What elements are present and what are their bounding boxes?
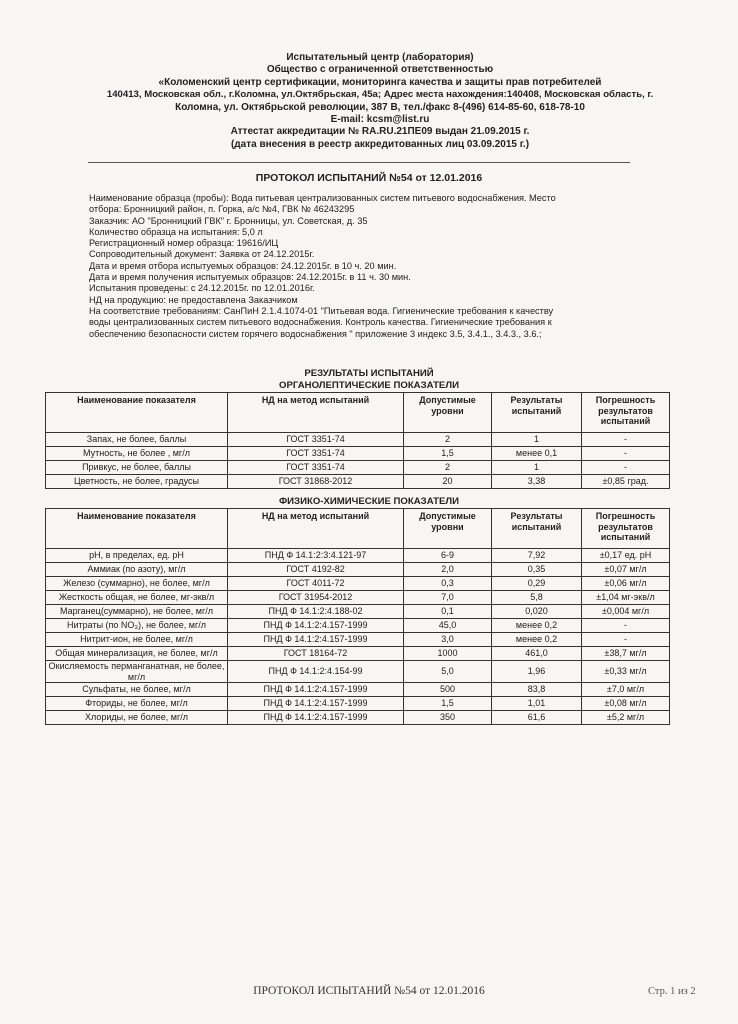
cell-result: менее 0,2 [492,633,582,647]
cell-error: - [582,461,670,475]
info-line: воды централизованных систем питьевого водоснабжения. Контроль качества. Гигиенические требования к [89,317,552,328]
col-header-method: НД на метод испытаний [228,509,404,549]
cell-error: ±5,2 мг/л [582,711,670,725]
table-row [46,633,670,647]
cell-method: ПНД Ф 14.1:2:4.157-1999 [228,633,404,647]
cell-method: ГОСТ 4011-72 [228,577,404,591]
cell-error: ±0,33 мг/л [582,661,670,683]
cell-method: ПНД Ф 14.1:2:4.157-1999 [228,683,404,697]
table-row [46,549,670,563]
cell-error: ±0,07 мг/л [582,563,670,577]
col-header-error: Погрешность результатов испытаний [582,393,670,433]
cell-method: ГОСТ 3351-74 [228,447,404,461]
cell-indicator-name: Привкус, не более, баллы [46,461,228,475]
physchem-table [45,508,670,725]
table-row [46,605,670,619]
cell-allowed-level: 0,3 [404,577,492,591]
cell-result: 5,8 [492,591,582,605]
cell-result: 1 [492,433,582,447]
cell-method: ГОСТ 31954-2012 [228,591,404,605]
cell-allowed-level: 500 [404,683,492,697]
cell-allowed-level: 2 [404,433,492,447]
cell-indicator-name: Фториды, не более, мг/л [46,697,228,711]
cell-indicator-name: Аммиак (по азоту), мг/л [46,563,228,577]
table-row [46,447,670,461]
cell-indicator-name: Марганец(суммарно), не более, мг/л [46,605,228,619]
page-number: Стр. 1 из 2 [648,986,696,997]
cell-error: ±1,04 мг-экв/л [582,591,670,605]
cell-method: ГОСТ 3351-74 [228,433,404,447]
col-header-name: Наименование показателя [46,509,228,549]
cell-error: ±7,0 мг/л [582,683,670,697]
cell-method: ПНД Ф 14.1:2:4.157-1999 [228,711,404,725]
table-header-row [46,393,670,433]
cell-allowed-level: 45,0 [404,619,492,633]
cell-result: 461,0 [492,647,582,661]
cell-result: 1 [492,461,582,475]
cell-allowed-level: 5,0 [404,661,492,683]
cell-method: ГОСТ 3351-74 [228,461,404,475]
cell-result: 7,92 [492,549,582,563]
info-line: Сопроводительный документ: Заявка от 24.12.2015г. [89,249,315,260]
info-line: Заказчик: АО "Бронницкий ГВК" г. Бронницы, ул. Советская, д. 35 [89,215,368,226]
cell-method: ГОСТ 18164-72 [228,647,404,661]
cell-result: 0,29 [492,577,582,591]
lab-header [60,52,700,151]
info-line: обеспечению безопасности систем горячего водоснабжения " приложение 3 индекс 3.5, 3.4.1., 3.4.3., 3.6.; [89,328,542,339]
table-row [46,577,670,591]
cell-method: ПНД Ф 14.1:2:3:4.121-97 [228,549,404,563]
header-line: Общество с ограниченной ответственностью [266,64,494,76]
cell-error: ±0,004 мг/л [582,605,670,619]
cell-error: - [582,633,670,647]
cell-indicator-name: Сульфаты, не более, мг/л [46,683,228,697]
header-line: 140413, Московская обл., г.Коломна, ул.Октябрьская, 45а; Адрес места нахождения:140408, Московская область, г. [106,89,654,101]
table-row [46,475,670,489]
info-line: Количество образца на испытания: 5,0 л [89,226,263,237]
header-line: «Коломенский центр сертификации, мониторинга качества и защиты прав потребителей [158,76,602,88]
cell-indicator-name: Общая минерализация, не более, мг/л [46,647,228,661]
cell-result: 0,020 [492,605,582,619]
cell-allowed-level: 1,5 [404,447,492,461]
table-row [46,697,670,711]
header-line: Коломна, ул. Октябрьской революции, 387 В, тел./факс 8-(496) 614-85-60, 618-78-10 [175,101,585,113]
cell-allowed-level: 3,0 [404,633,492,647]
table-row [46,683,670,697]
info-line: На соответствие требованиям: СанПиН 2.1.4.1074-01 "Питьевая вода. Гигиенические требования к качеству [89,305,554,316]
footer-title: ПРОТОКОЛ ИСПЫТАНИЙ №54 от 12.01.2016 [253,985,485,997]
table-row [46,433,670,447]
table-row [46,711,670,725]
cell-result: менее 0,2 [492,619,582,633]
col-header-allowed: Допустимые уровни [404,509,492,549]
col-header-allowed: Допустимые уровни [404,393,492,433]
cell-result: 0,35 [492,563,582,577]
info-line: Испытания проведены: с 24.12.2015г. по 12.01.2016г. [89,283,315,294]
info-line: Регистрационный номер образца: 19616/ИЦ [89,238,279,249]
info-line: Дата и время отбора испытуемых образцов: 24.12.2015г. в 10 ч. 20 мин. [89,260,397,271]
cell-allowed-level: 6-9 [404,549,492,563]
cell-allowed-level: 1,5 [404,697,492,711]
results-title: РЕЗУЛЬТАТЫ ИСПЫТАНИЙ [304,368,434,379]
cell-method: ПНД Ф 14.1:2:4.157-1999 [228,697,404,711]
cell-method: ПНД Ф 14.1:2:4.157-1999 [228,619,404,633]
cell-result: 61,6 [492,711,582,725]
cell-indicator-name: Запах, не более, баллы [46,433,228,447]
cell-error: ±0,08 мг/л [582,697,670,711]
cell-allowed-level: 7,0 [404,591,492,605]
organoleptic-rows [46,433,670,489]
col-header-result: Результаты испытаний [492,509,582,549]
cell-error: ±0,17 ед. рН [582,549,670,563]
cell-error: ±0,06 мг/л [582,577,670,591]
col-header-name: Наименование показателя [46,393,228,433]
cell-method: ГОСТ 4192-82 [228,563,404,577]
cell-error: - [582,447,670,461]
col-header-error: Погрешность результатов испытаний [582,509,670,549]
cell-indicator-name: Нитрит-ион, не более, мг/л [46,633,228,647]
col-header-method: НД на метод испытаний [228,393,404,433]
table-row [46,619,670,633]
table-row [46,647,670,661]
cell-allowed-level: 20 [404,475,492,489]
col-header-result: Результаты испытаний [492,393,582,433]
cell-indicator-name: рН, в пределах, ед. рН [46,549,228,563]
cell-result: 83,8 [492,683,582,697]
cell-indicator-name: Цветность, не более, градусы [46,475,228,489]
cell-error: - [582,433,670,447]
cell-indicator-name: Железо (суммарно), не более, мг/л [46,577,228,591]
header-line: E-mail: kcsm@list.ru [330,114,430,126]
cell-error: ±0,85 град. [582,475,670,489]
table-row [46,461,670,475]
cell-result: менее 0,1 [492,447,582,461]
cell-result: 1,01 [492,697,582,711]
cell-error: ±38,7 мг/л [582,647,670,661]
header-line: Испытательный центр (лаборатория) [286,52,474,63]
cell-allowed-level: 2,0 [404,563,492,577]
table-row [46,591,670,605]
organoleptic-table [45,392,670,489]
table-header-row [46,509,670,549]
cell-indicator-name: Мутность, не более , мг/л [46,447,228,461]
cell-method: ПНД Ф 14.1:2:4.188-02 [228,605,404,619]
sample-info [89,193,649,340]
cell-allowed-level: 0,1 [404,605,492,619]
cell-method: ПНД Ф 14.1:2:4.154-99 [228,661,404,683]
cell-indicator-name: Хлориды, не более, мг/л [46,711,228,725]
cell-result: 1,96 [492,661,582,683]
organoleptic-title: ОРГАНОЛЕПТИЧЕСКИЕ ПОКАЗАТЕЛИ [279,380,459,391]
cell-indicator-name: Окисляемость перманганатная, не более, мг/л [46,661,228,683]
table-row [46,661,670,683]
protocol-title: ПРОТОКОЛ ИСПЫТАНИЙ №54 от 12.01.2016 [255,172,483,184]
header-line: Аттестат аккредитации № RA.RU.21ПЕ09 выдан 21.09.2015 г. [230,126,530,138]
cell-indicator-name: Жесткость общая, не более, мг-экв/л [46,591,228,605]
cell-indicator-name: Нитраты (по NO₃), не более, мг/л [46,619,228,633]
cell-allowed-level: 1000 [404,647,492,661]
cell-result: 3,38 [492,475,582,489]
cell-error: - [582,619,670,633]
info-line: отбора: Бронницкий район, п. Горка, а/с №4, ГВК № 46243295 [89,204,355,215]
cell-allowed-level: 2 [404,461,492,475]
header-divider [88,162,630,163]
info-line: НД на продукцию: не предоставлена Заказчиком [89,294,298,305]
info-line: Наименование образца (пробы): Вода питьевая централизованных систем питьевого водоснабжения. Место [89,193,556,203]
info-line: Дата и время получения испытуемых образцов: 24.12.2015г. в 11 ч. 30 мин. [89,272,411,283]
physchem-title: ФИЗИКО-ХИМИЧЕСКИЕ ПОКАЗАТЕЛИ [278,496,460,507]
cell-allowed-level: 350 [404,711,492,725]
table-row [46,563,670,577]
cell-method: ГОСТ 31868-2012 [228,475,404,489]
physchem-rows [46,549,670,725]
header-line: (дата внесения в реестр аккредитованных лиц 03.09.2015 г.) [230,138,530,150]
